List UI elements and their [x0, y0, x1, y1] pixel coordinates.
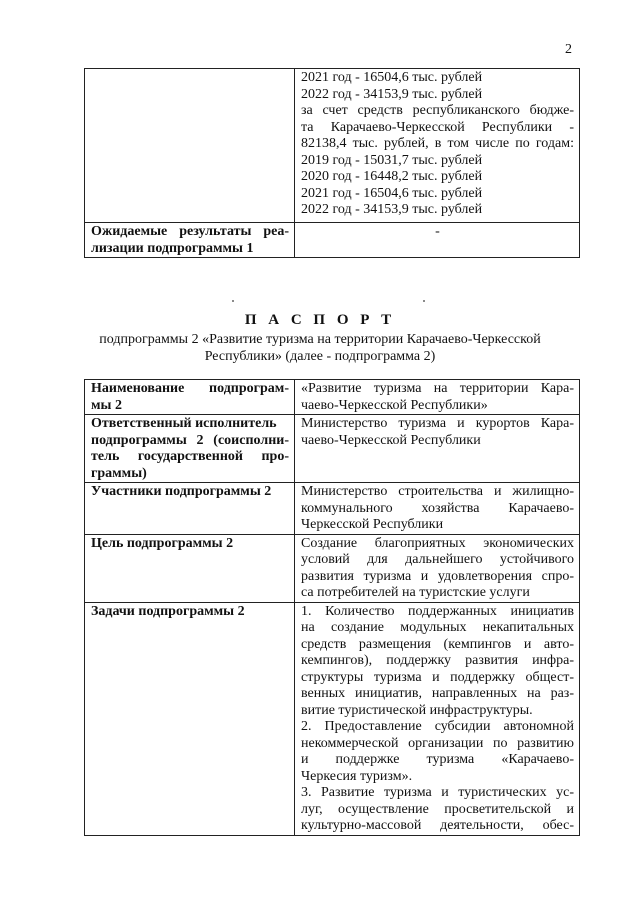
value-line: «Развитие туризма на территории Кара-	[301, 381, 574, 396]
label-line: граммы)	[91, 465, 147, 481]
funding-line: та Карачаево-Черкесской Республики -	[301, 119, 574, 135]
value-line: Черкесия туризм».	[301, 768, 413, 784]
table-row	[85, 602, 580, 835]
row-value-name	[295, 380, 580, 415]
label-line: мы 2	[91, 397, 122, 413]
row-label-responsible	[85, 415, 295, 483]
funding-line: за счет средств республиканского бюдже-	[301, 103, 574, 118]
value-line: Министерство строительства и жилищно-	[301, 484, 574, 499]
funding-line: 2021 год - 16504,6 тыс. рублей	[301, 70, 483, 85]
funding-line: 2019 год - 15031,7 тыс. рублей	[301, 152, 483, 168]
value-line: коммунального хозяйства Карачаево-	[301, 500, 574, 516]
row-label-participants	[85, 483, 295, 535]
value-line: 1. Количество поддержанных инициатив	[301, 603, 574, 619]
row-value-responsible	[295, 415, 580, 483]
table-row	[85, 415, 580, 483]
label-line: Цель подпрограммы 2	[91, 535, 234, 551]
value-line: чаево-Черкесской Республики»	[301, 397, 488, 413]
scan-speck	[423, 300, 425, 302]
funding-line: 2022 год - 34153,9 тыс. рублей	[301, 86, 483, 102]
value-line: витие туристической инфраструктуры.	[301, 702, 533, 718]
page-number: 2	[565, 42, 572, 57]
value-line: развития туризма и удовлетворения спро-	[301, 568, 574, 584]
table-row	[85, 223, 580, 258]
label-line: Ожидаемые результаты реа-	[91, 224, 289, 239]
value-line: Черкесской Республики	[301, 517, 444, 532]
funding-details	[295, 69, 580, 223]
label-line: Участники подпрограммы 2	[91, 484, 272, 499]
label-line: Ответственный исполнитель	[91, 416, 277, 431]
expected-results-value: -	[295, 223, 580, 258]
value-line: луг, осуществление просветительской и	[301, 801, 574, 817]
passport-header	[0, 312, 640, 365]
value-line: са потребителей на туристские услуги	[301, 585, 530, 600]
value-line: структуры туризма и поддержку общест-	[301, 669, 574, 685]
row-value-participants	[295, 483, 580, 535]
value-line: Создание благоприятных экономических	[301, 535, 574, 551]
table-row	[85, 69, 580, 223]
value-line: условий для дальнейшего устойчивого	[301, 552, 574, 567]
label-line: тель государственной про-	[91, 449, 289, 464]
passport-subtitle-line: подпрограммы 2 «Развитие туризма на территории Карачаево-Черкесской	[99, 331, 541, 347]
table-row	[85, 534, 580, 602]
funding-line: 2020 год - 16448,2 тыс. рублей	[301, 169, 483, 184]
value-line: культурно-массовой деятельности, обес-	[301, 818, 574, 833]
label-line: подпрограммы 2 (соисполни-	[91, 432, 289, 448]
funding-line: 2021 год - 16504,6 тыс. рублей	[301, 185, 483, 201]
row-label-tasks	[85, 602, 295, 835]
value-line: Министерство туризма и курортов Кара-	[301, 416, 574, 431]
value-line: и поддержке туризма «Карачаево-	[301, 752, 574, 767]
value-line: некоммерческой организации по развитию	[301, 735, 574, 751]
value-line: на создание модульных некапитальных	[301, 620, 574, 635]
label-line: Наименование подпрограм-	[91, 381, 289, 396]
value-line: кемпингов), поддержку развития инфра-	[301, 653, 574, 668]
row-value-tasks	[295, 602, 580, 835]
table-row	[85, 380, 580, 415]
passport-table	[84, 379, 580, 836]
funding-line: 82138,4 тыс. рублей, в том числе по годам:	[301, 136, 574, 151]
row-label-name	[85, 380, 295, 415]
value-line: венных инициатив, направленных на раз-	[301, 686, 574, 701]
label-line: Задачи подпрограммы 2	[91, 603, 245, 619]
value-line: 2. Предоставление субсидии автономной	[301, 719, 574, 734]
label-line: лизации подпрограммы 1	[91, 240, 254, 256]
row-label-goal	[85, 534, 295, 602]
row-value-goal	[295, 534, 580, 602]
value-line: средств размещения (кемпингов и авто-	[301, 636, 574, 652]
table-row	[85, 483, 580, 535]
passport-subtitle-line: Республики» (далее - подпрограмма 2)	[204, 348, 436, 364]
funding-line: 2022 год - 34153,9 тыс. рублей	[301, 202, 483, 217]
value-line: чаево-Черкесской Республики	[301, 432, 481, 448]
funding-table	[84, 68, 580, 258]
scan-speck	[232, 300, 234, 302]
passport-title: П А С П О Р Т	[244, 312, 396, 328]
table-cell-label	[85, 69, 295, 223]
expected-results-label	[85, 223, 295, 258]
value-line: 3. Развитие туризма и туристических ус-	[301, 785, 574, 800]
